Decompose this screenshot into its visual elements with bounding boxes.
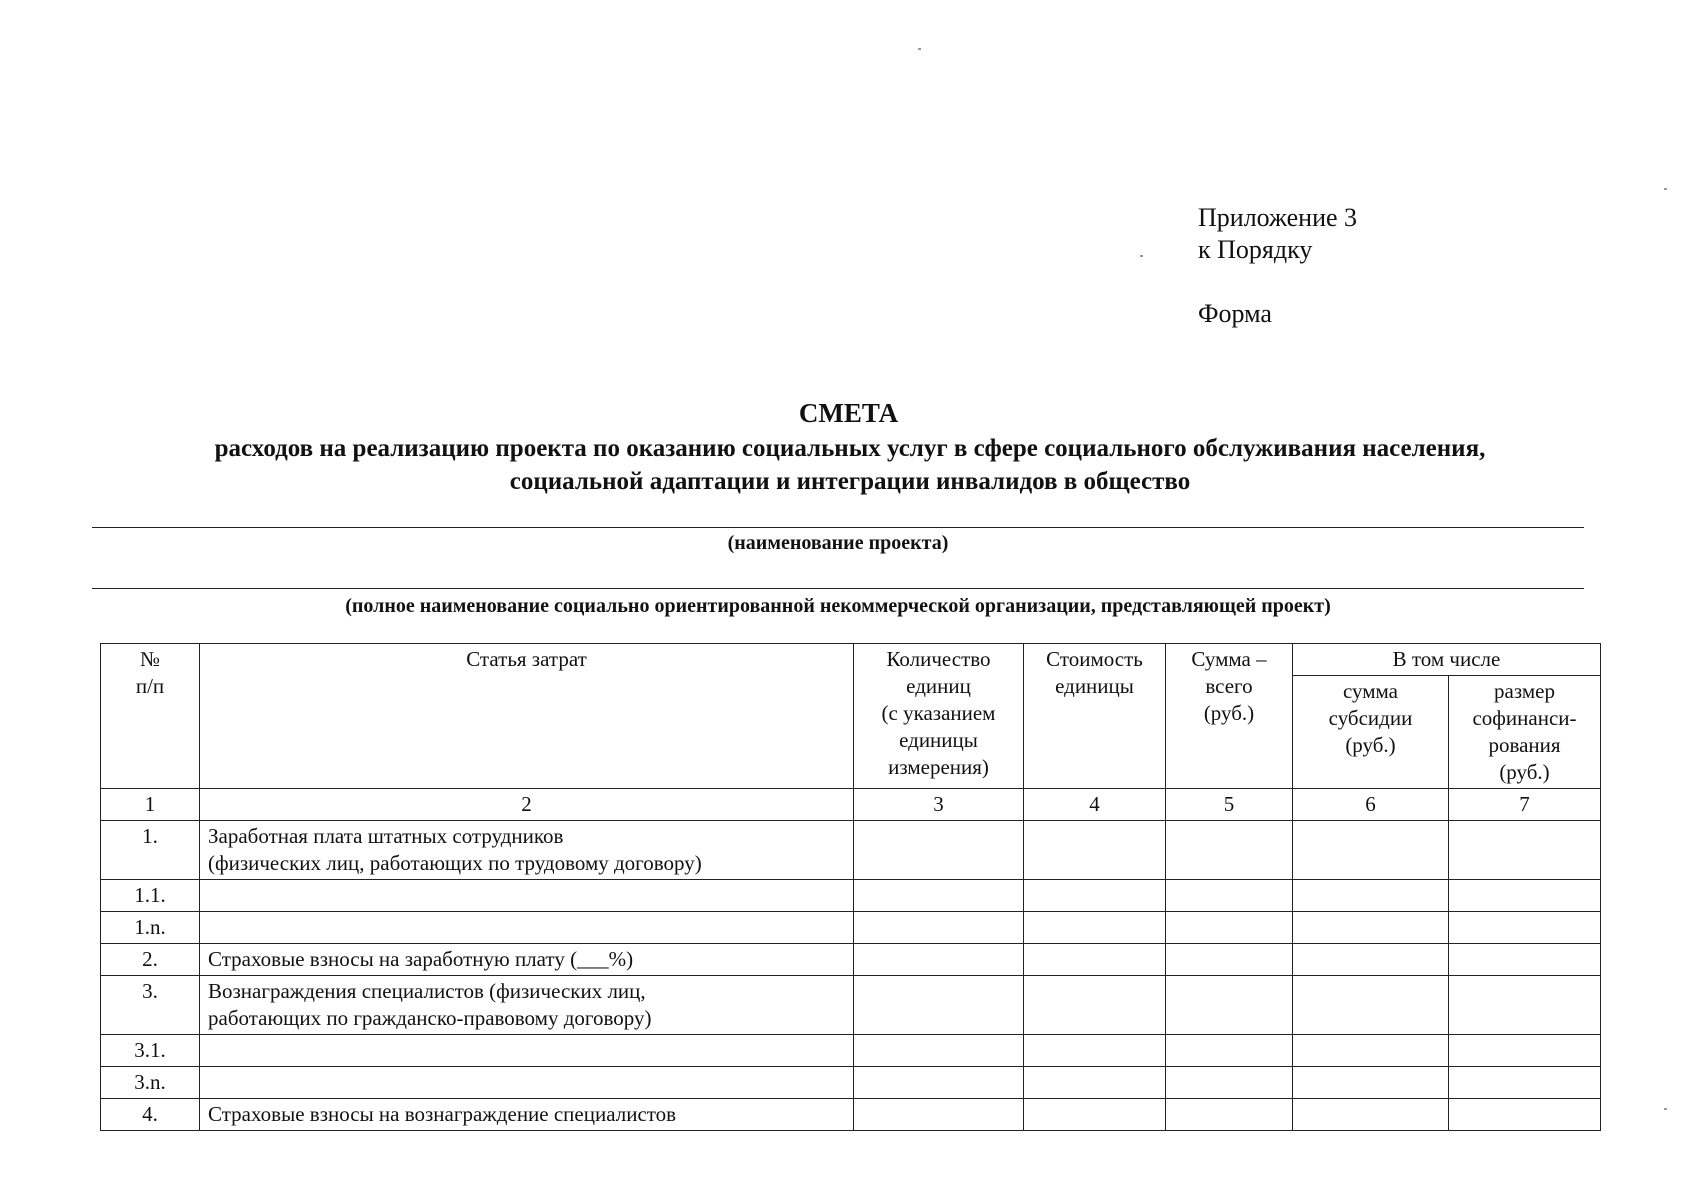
header-including: В том числе [1293,644,1601,676]
table-row [101,880,1601,912]
table-row [101,912,1601,944]
organization-name-caption: (полное наименование социально ориентированной некоммерческой организации, представляющей проект) [345,595,1331,617]
cell-price[interactable] [1024,976,1166,1035]
cell-cofinancing[interactable] [1449,880,1601,912]
cell-subsidy[interactable] [1293,1035,1449,1067]
cell-total[interactable] [1166,880,1293,912]
column-number: 2 [200,789,854,821]
cell-cofinancing[interactable] [1449,944,1601,976]
scan-speck [1140,255,1143,257]
header-total: Сумма – всего (руб.) [1166,644,1293,789]
cell-total[interactable] [1166,944,1293,976]
cell-price[interactable] [1024,821,1166,880]
row-number: 1.1. [101,880,200,912]
row-item[interactable] [200,880,854,912]
appendix-reference: к Порядку [1198,235,1313,264]
form-label: Форма [1198,299,1272,328]
scan-speck [918,48,921,50]
table-row [101,944,1601,976]
column-number: 3 [854,789,1024,821]
column-number: 6 [1293,789,1449,821]
cell-cofinancing[interactable] [1449,821,1601,880]
cell-total[interactable] [1166,912,1293,944]
row-number: 1. [101,821,200,880]
column-number: 7 [1449,789,1601,821]
appendix-block [1198,202,1357,330]
cell-cofinancing[interactable] [1449,1035,1601,1067]
cell-subsidy[interactable] [1293,821,1449,880]
cell-subsidy[interactable] [1293,1067,1449,1099]
cell-subsidy[interactable] [1293,912,1449,944]
cell-qty[interactable] [854,944,1024,976]
project-name-line[interactable] [92,527,1584,528]
cell-qty[interactable] [854,1099,1024,1131]
row-number: 3.1. [101,1035,200,1067]
cell-cofinancing[interactable] [1449,976,1601,1035]
row-item[interactable] [200,912,854,944]
cell-price[interactable] [1024,1035,1166,1067]
cell-qty[interactable] [854,976,1024,1035]
table-row [101,821,1601,880]
cell-qty[interactable] [854,912,1024,944]
header-item: Статья затрат [200,644,854,789]
header-price: Стоимость единицы [1024,644,1166,789]
cell-total[interactable] [1166,821,1293,880]
subtitle-line-1: расходов на реализацию проекта по оказанию социальных услуг в сфере социального обслуживания населения, [214,435,1486,462]
cell-price[interactable] [1024,1067,1166,1099]
cell-total[interactable] [1166,1099,1293,1131]
table-row [101,1067,1601,1099]
row-item: Заработная плата штатных сотрудников (физических лиц, работающих по трудовому договору) [200,821,854,880]
document-subtitle [100,432,1600,498]
appendix-number: Приложение 3 [1198,203,1358,232]
row-number: 1.n. [101,912,200,944]
cell-subsidy[interactable] [1293,1099,1449,1131]
row-number: 3.n. [101,1067,200,1099]
row-number: 2. [101,944,200,976]
cell-total[interactable] [1166,1035,1293,1067]
subtitle-line-2: социальной адаптации и интеграции инвалидов в общество [509,468,1191,495]
column-number: 4 [1024,789,1166,821]
row-number: 4. [101,1099,200,1131]
organization-name-line[interactable] [92,588,1584,589]
row-item: Вознаграждения специалистов (физических лиц, работающих по гражданско-правовому договору) [200,976,854,1035]
table-row [101,1099,1601,1131]
cell-subsidy[interactable] [1293,880,1449,912]
header-row [101,644,1601,676]
header-num: № п/п [101,644,200,789]
cell-total[interactable] [1166,976,1293,1035]
table-row [101,1035,1601,1067]
cell-cofinancing[interactable] [1449,912,1601,944]
table-row [101,976,1601,1035]
row-item: Страховые взносы на заработную плату (___%) [200,944,854,976]
project-name-caption: (наименование проекта) [727,532,949,554]
cell-qty[interactable] [854,880,1024,912]
row-item[interactable] [200,1035,854,1067]
scan-speck [1664,1108,1667,1110]
budget-table [100,643,1601,1131]
cell-subsidy[interactable] [1293,944,1449,976]
cell-qty[interactable] [854,1035,1024,1067]
column-number: 5 [1166,789,1293,821]
column-number: 1 [101,789,200,821]
header-subsidy: сумма субсидии (руб.) [1293,676,1449,789]
cell-price[interactable] [1024,944,1166,976]
row-item: Страховые взносы на вознаграждение специалистов [200,1099,854,1131]
row-number: 3. [101,976,200,1035]
cell-qty[interactable] [854,821,1024,880]
document-title: СМЕТА [798,398,899,428]
cell-price[interactable] [1024,1099,1166,1131]
column-number-row [101,789,1601,821]
cell-price[interactable] [1024,912,1166,944]
header-cofinancing: размер софинанси- рования (руб.) [1449,676,1601,789]
row-item[interactable] [200,1067,854,1099]
cell-cofinancing[interactable] [1449,1099,1601,1131]
scan-speck [1664,188,1667,190]
cell-subsidy[interactable] [1293,976,1449,1035]
cell-price[interactable] [1024,880,1166,912]
cell-cofinancing[interactable] [1449,1067,1601,1099]
cell-qty[interactable] [854,1067,1024,1099]
header-qty: Количество единиц (с указанием единицы измерения) [854,644,1024,789]
cell-total[interactable] [1166,1067,1293,1099]
